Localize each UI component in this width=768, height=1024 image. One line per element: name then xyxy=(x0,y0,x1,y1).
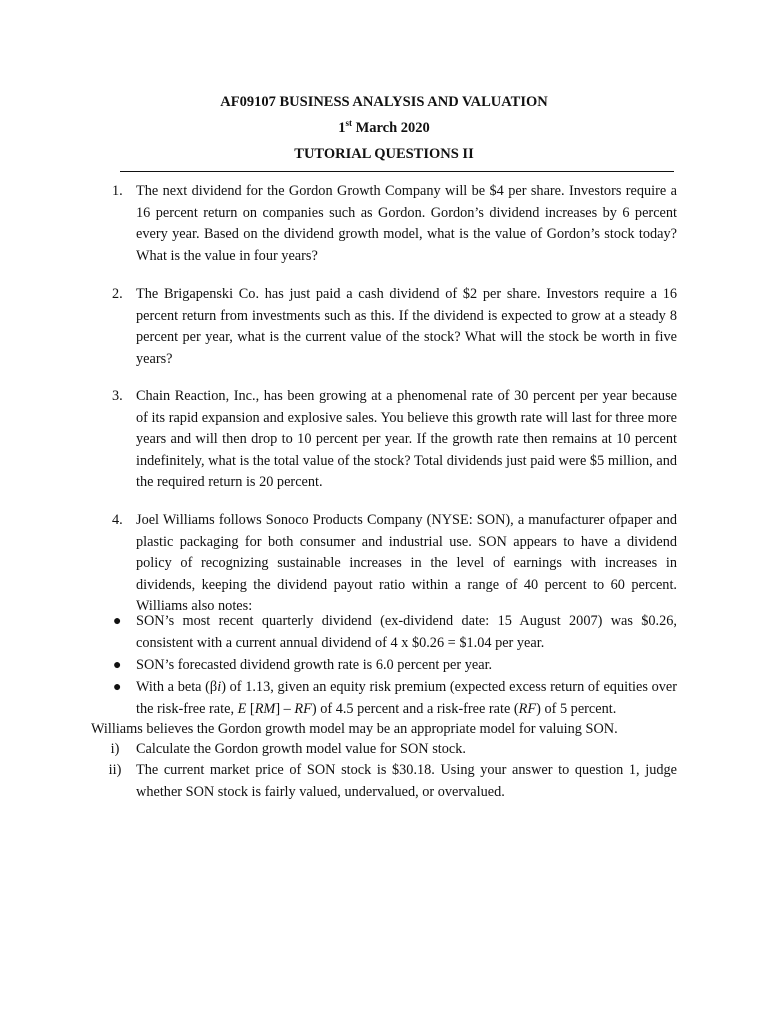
document-title: TUTORIAL QUESTIONS II xyxy=(294,146,474,162)
bullet-3-italic: RM xyxy=(254,700,276,717)
question-1-number: 1. xyxy=(112,183,123,199)
subquestion-2-label: ii) xyxy=(108,762,122,778)
bullet-marker: ● xyxy=(113,658,122,673)
course-title: AF09107 BUSINESS ANALYSIS AND VALUATION xyxy=(220,94,548,110)
bullet-3-italic: E xyxy=(237,700,247,717)
document-date xyxy=(0,120,768,137)
bullet-marker: ● xyxy=(113,680,122,695)
subquestion-1-label: i) xyxy=(110,741,120,757)
bullet-3-segment: ) of 1.13, given an equity risk premium (expected excess return of equities over the risk-free rate, xyxy=(136,679,677,717)
bullet-3-segment: ] – xyxy=(275,700,295,717)
bullet-3-text xyxy=(136,677,677,720)
subquestion-2-text: The current market price of SON stock is $30.18. Using your answer to question 1, judge whether SON stock is fairly valued, undervalued, or overvalued. xyxy=(136,762,677,800)
date-day: 1 xyxy=(338,120,346,136)
closing-statement: Williams believes the Gordon growth model may be an appropriate model for valuing SON. xyxy=(91,721,618,737)
date-month-year: March 2020 xyxy=(351,120,430,136)
question-1-text: The next dividend for the Gordon Growth Company will be $4 per share. Investors require a 16 percent return on companies such as Gordon. Gordon’s dividend increases by 6 percent every year. Based on the dividend growth model, what is the value of Gordon’s stock today? What is the value in four years? xyxy=(136,183,677,264)
question-2-text: The Brigapenski Co. has just paid a cash dividend of $2 per share. Investors require a 16 percent return from investments such as this. If the dividend is expected to grow at a steady 8 percent per year, what is the current value of the stock? What will the stock be worth in five years? xyxy=(136,286,677,367)
question-2-number: 2. xyxy=(112,286,123,302)
question-4-number: 4. xyxy=(112,512,123,528)
bullet-marker: ● xyxy=(113,614,122,629)
bullet-3-italic: i xyxy=(217,679,222,695)
date-suffix: st xyxy=(345,118,352,129)
bullet-1-text: SON’s most recent quarterly dividend (ex-dividend date: 15 August 2007) was $0.26, consistent with a current annual dividend of 4 x $0.26 = $1.04 per year. xyxy=(136,613,677,651)
bullet-3-italic: RF xyxy=(294,700,312,717)
question-4-text: Joel Williams follows Sonoco Products Company (NYSE: SON), a manufacturer ofpaper and plastic packaging for both consumer and industrial use. SON appears to have a dividend policy of recognizing sustainable increases in the level of earnings with increases in dividends, keeping the dividend payout ratio within a range of 40 percent to 60 percent. Williams also notes: xyxy=(136,512,677,614)
bullet-3-segment: With a beta (β xyxy=(136,679,218,695)
bullet-3-segment: ) of 5 percent. xyxy=(536,700,617,717)
question-3-text: Chain Reaction, Inc., has been growing at a phenomenal rate of 30 percent per year because of its rapid expansion and explosive sales. You believe this growth rate will last for three more years and will then drop to 10 percent per year. If the growth rate then remains at 10 percent indefinitely, what is the total value of the stock? Total dividends just paid were $5 million, and the required return is 20 percent. xyxy=(136,388,677,490)
bullet-3-italic: RF xyxy=(518,700,537,717)
bullet-3-segment: [ xyxy=(246,700,255,717)
subquestion-1-text: Calculate the Gordon growth model value for SON stock. xyxy=(136,741,466,757)
question-3-number: 3. xyxy=(112,388,123,404)
bullet-3-segment: ) of 4.5 percent and a risk-free rate ( xyxy=(311,700,519,717)
header-divider xyxy=(120,171,674,172)
bullet-2-text: SON’s forecasted dividend growth rate is 6.0 percent per year. xyxy=(136,657,493,673)
